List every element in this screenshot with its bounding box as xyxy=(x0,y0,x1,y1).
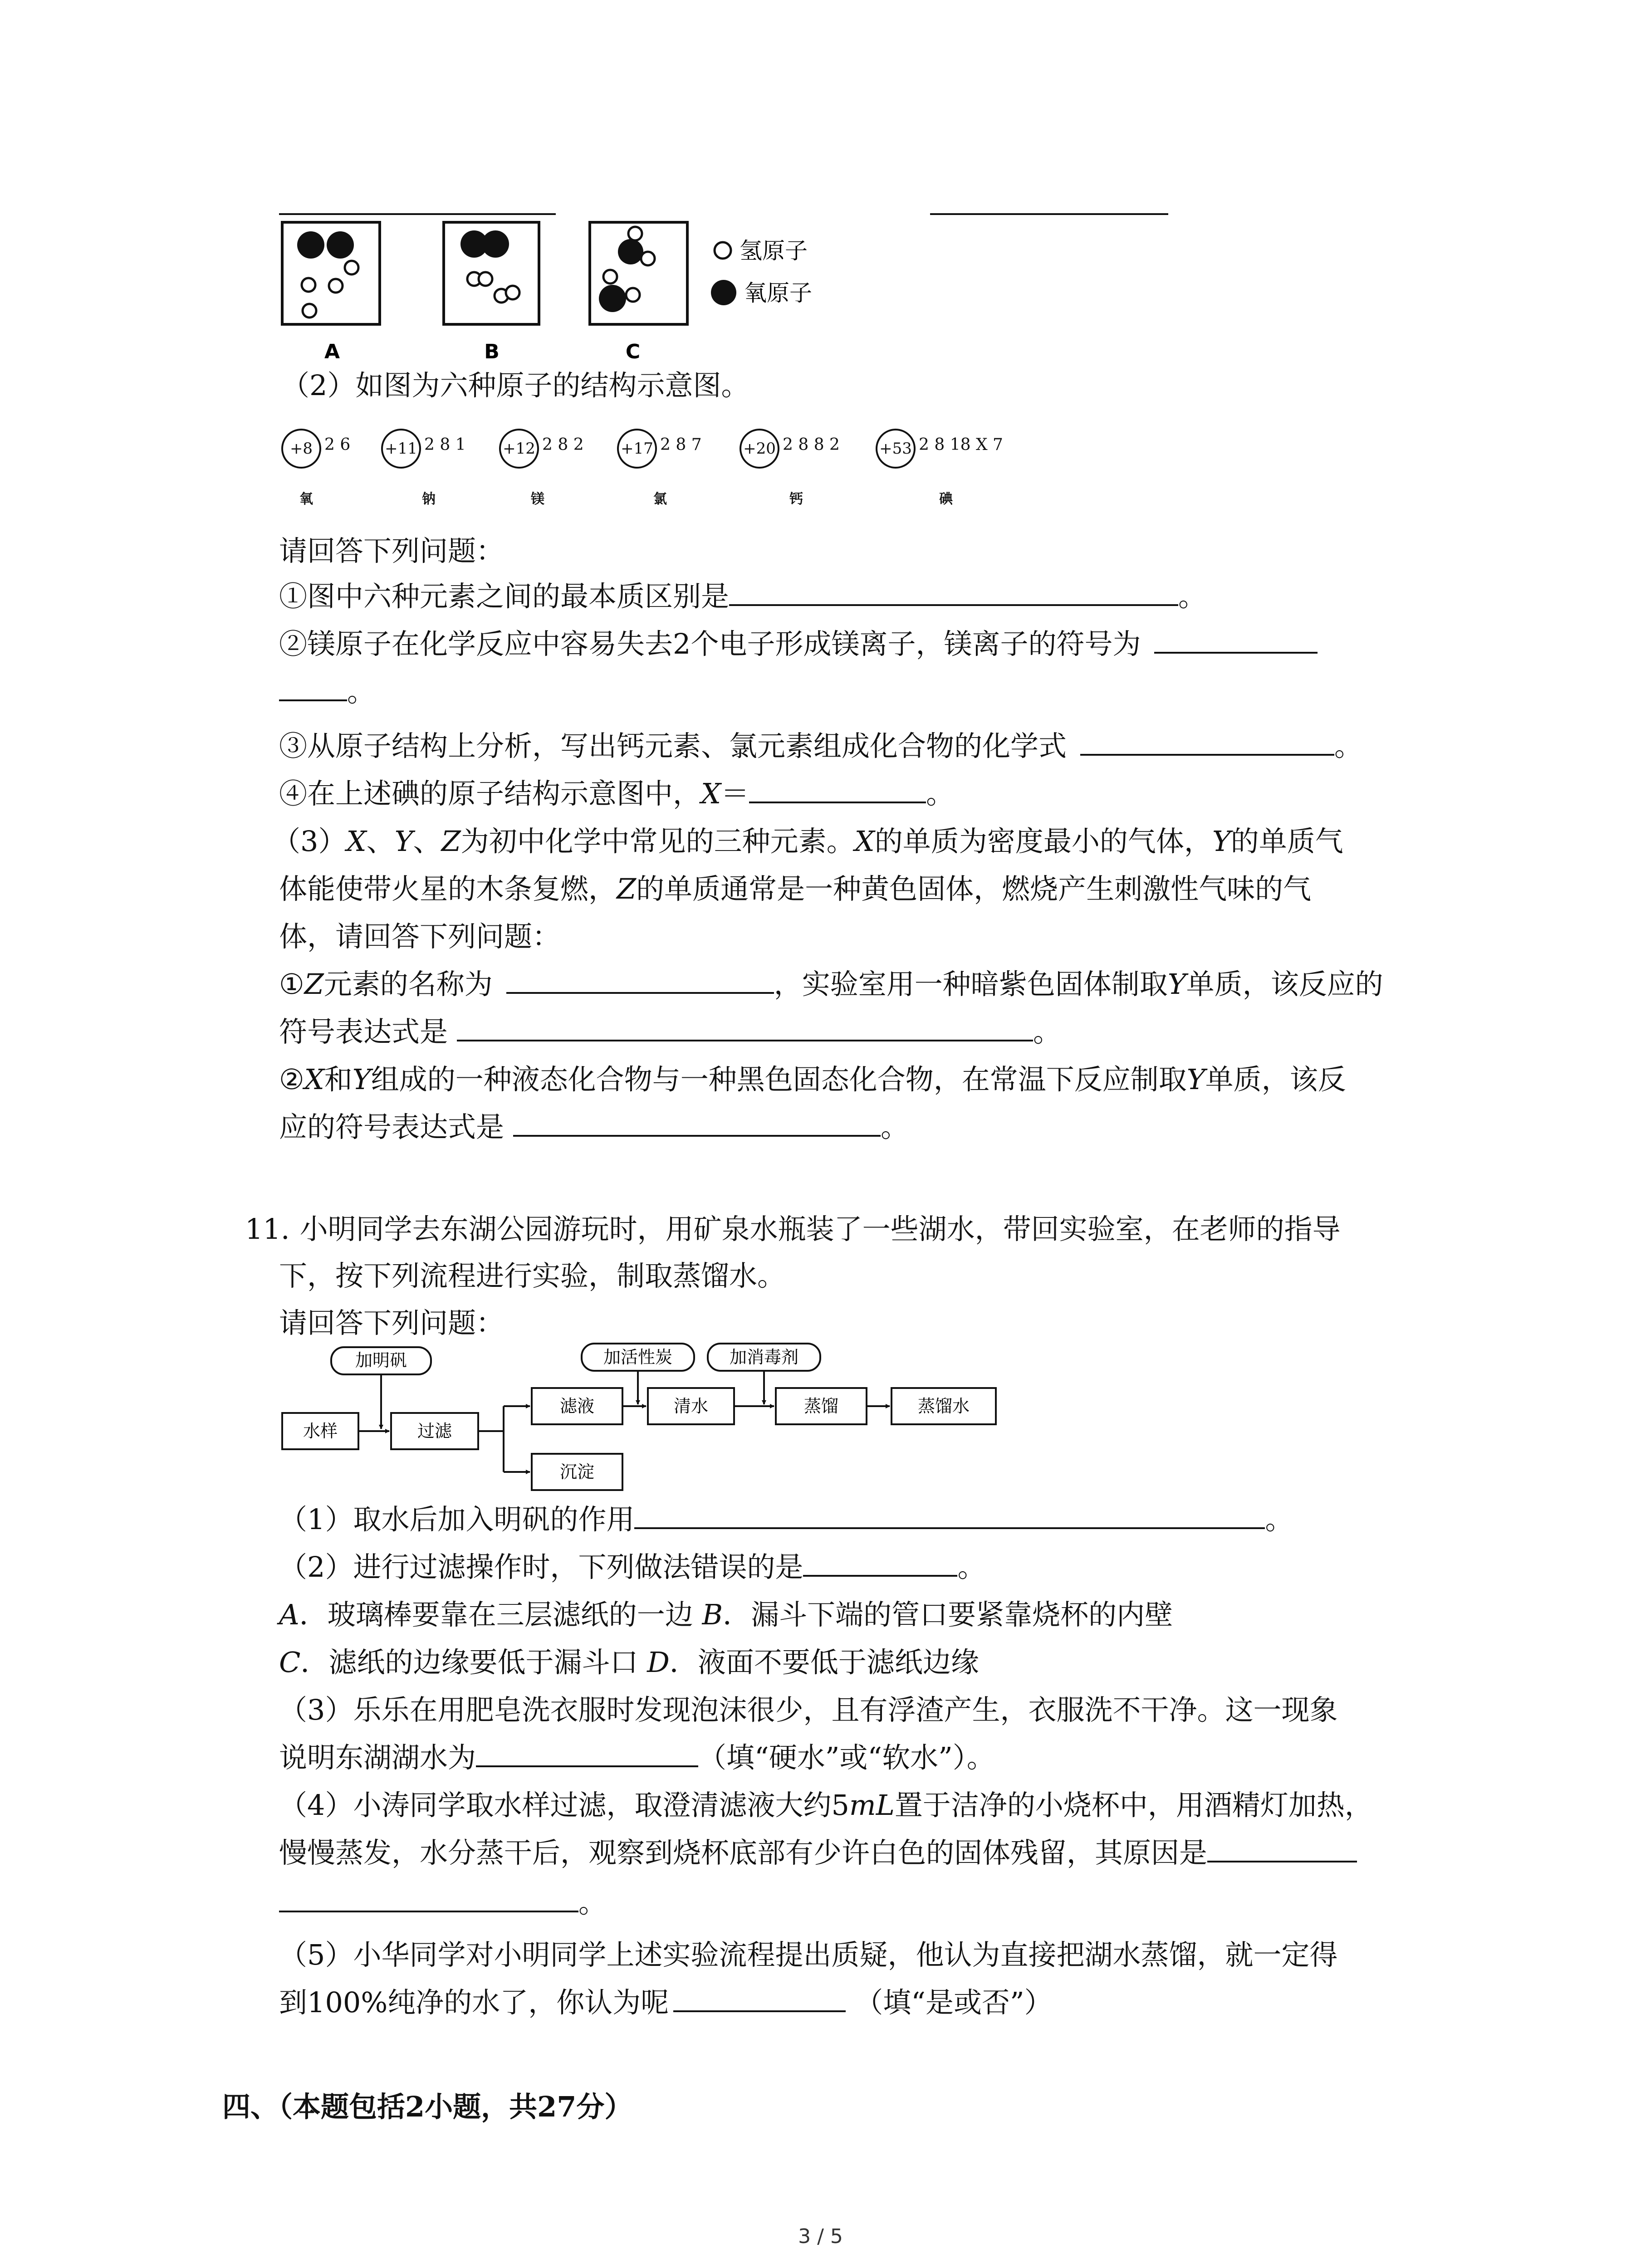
p2-q4: ④在上述碘的原子结构示意图中，X＝ 。 xyxy=(279,773,954,814)
answer-blank[interactable] xyxy=(279,1882,578,1912)
option-label: C xyxy=(279,1646,301,1679)
q11-s2: （2）进行过滤操作时，下列做法错误的是 。 xyxy=(279,1547,985,1588)
figure-label-b: B xyxy=(484,340,500,363)
q11-prompt: 请回答下列问题： xyxy=(279,1306,505,1339)
shell-numbers: 2 8 2 xyxy=(542,435,584,454)
q11-s1: （1）取水后加入明矾的作用 。 xyxy=(279,1499,1293,1540)
q11-s3-line-1: （3）乐乐在用肥皂洗衣服时发现泡沫很少，且有浮渣产生，衣服洗不干净。这一现象 xyxy=(279,1693,1338,1726)
molecule-figure xyxy=(272,218,885,367)
answer-blank[interactable] xyxy=(1207,1833,1357,1862)
atom-name: 氧 xyxy=(299,491,313,507)
q11-options-ab: A．玻璃棒要靠在三层滤纸的一边 B．漏斗下端的管口要紧靠烧杯的内壁 xyxy=(279,1598,1173,1631)
atom-name: 氯 xyxy=(653,491,667,507)
p2-q2-cont: 。 xyxy=(279,671,375,712)
p3-q1: ①Z元素的名称为 ，实验室用一种暗紫色固体制取Y单质，该反应的 xyxy=(279,964,1383,1005)
p2-intro: （2）如图为六种原子的结构示意图。 xyxy=(281,369,749,402)
answer-blank[interactable] xyxy=(803,1547,957,1577)
p2-prompt: 请回答下列问题： xyxy=(279,534,505,567)
q11-s4-line-1: （4）小涛同学取水样过滤，取澄清滤液大约5mL置于洁净的小烧杯中，用酒精灯加热， xyxy=(279,1789,1373,1822)
answer-blank[interactable] xyxy=(1154,624,1318,654)
p3-line-2: 体能使带火星的木条复燃，Z的单质通常是一种黄色固体，燃烧产生刺激性气味的气 xyxy=(279,872,1312,905)
answer-blank xyxy=(279,213,556,215)
flow-chart xyxy=(272,1343,1007,1497)
q11-line-2: 下，按下列流程进行实验，制取蒸馏水。 xyxy=(279,1259,786,1292)
option-label: B xyxy=(702,1598,723,1631)
answer-blank[interactable] xyxy=(506,964,774,994)
legend-hydrogen: 氢原子 xyxy=(740,238,808,264)
p3-line-1: （3）X、Y、Z为初中化学中常见的三种元素。X的单质为密度最小的气体，Y的单质气 xyxy=(272,825,1343,858)
section-heading: 四、（本题包括2小题，共27分） xyxy=(222,2090,633,2123)
flow-distilled-water: 蒸馏水 xyxy=(917,1396,970,1416)
answer-blank[interactable] xyxy=(513,1107,881,1137)
option-label: D xyxy=(647,1646,670,1679)
flow-sediment: 沉淀 xyxy=(559,1462,595,1482)
flow-add-disinfectant: 加消毒剂 xyxy=(729,1347,799,1367)
answer-blank[interactable] xyxy=(749,773,926,803)
shell-numbers: 2 6 xyxy=(324,435,351,454)
legend-oxygen: 氧原子 xyxy=(744,280,812,306)
atom-diagrams xyxy=(281,424,1053,528)
question-number: 11. xyxy=(245,1212,290,1246)
q11-s5-line-2: 到100%纯净的水了，你认为呢 （填“是或否”） xyxy=(279,1982,1053,2023)
flow-add-alum: 加明矾 xyxy=(355,1350,407,1370)
nucleus: +53 xyxy=(876,429,916,469)
atom-name: 钙 xyxy=(789,491,803,507)
atom-name: 镁 xyxy=(531,491,544,507)
p3-q1-cont: 符号表达式是 。 xyxy=(279,1012,1061,1052)
q11-options-cd: C．滤纸的边缘要低于漏斗口 D．液面不要低于滤纸边缘 xyxy=(279,1646,979,1679)
answer-blank[interactable] xyxy=(457,1012,1033,1041)
nucleus: +12 xyxy=(499,429,539,469)
nucleus: +11 xyxy=(381,429,421,469)
flow-sample: 水样 xyxy=(303,1421,338,1441)
answer-blank[interactable] xyxy=(673,1982,846,2012)
p3-q2: ②X和Y组成的一种液态化合物与一种黑色固态化合物，在常温下反应制取Y单质，该反 xyxy=(279,1063,1346,1096)
p2-q1: ①图中六种元素之间的最本质区别是 。 xyxy=(279,576,1206,617)
shell-numbers: 2 8 1 xyxy=(424,435,466,454)
p2-q2: ②镁原子在化学反应中容易失去2个电子形成镁离子，镁离子的符号为 xyxy=(279,624,1318,665)
answer-blank[interactable] xyxy=(476,1737,698,1767)
shell-numbers: 2 8 18 X 7 xyxy=(919,435,1003,454)
q11-s3-line-2: 说明东湖湖水为 （填“硬水”或“软水”）。 xyxy=(279,1737,995,1778)
answer-blank[interactable] xyxy=(279,671,347,701)
shell-numbers: 2 8 8 2 xyxy=(783,435,840,454)
p3-line-3: 体，请回答下列问题： xyxy=(279,920,561,953)
atom-name: 碘 xyxy=(939,491,953,507)
nucleus: +17 xyxy=(617,429,657,469)
atom-name: 钠 xyxy=(422,491,436,507)
answer-blank[interactable] xyxy=(1080,726,1334,756)
nucleus: +20 xyxy=(740,429,779,469)
q11-s4-line-2: 慢慢蒸发，水分蒸干后，观察到烧杯底部有少许白色的固体残留，其原因是 xyxy=(279,1833,1357,1873)
p2-q3: ③从原子结构上分析，写出钙元素、氯元素组成化合物的化学式 。 xyxy=(279,726,1362,767)
flow-filter: 过滤 xyxy=(417,1421,452,1441)
figure-label-a: A xyxy=(324,340,340,363)
q11-s4-line-3: 。 xyxy=(279,1882,607,1923)
flow-add-carbon: 加活性炭 xyxy=(603,1347,673,1367)
q11-s5-line-1: （5）小华同学对小明同学上述实验流程提出质疑，他认为直接把湖水蒸馏，就一定得 xyxy=(279,1938,1338,1971)
q11-line-1: 11. 小明同学去东湖公园游玩时，用矿泉水瓶装了一些湖水，带回实验室，在老师的指导 xyxy=(245,1212,1341,1246)
figure-label-c: C xyxy=(625,340,641,363)
nucleus: +8 xyxy=(281,429,321,469)
option-label: A xyxy=(279,1598,299,1631)
shell-numbers: 2 8 7 xyxy=(660,435,702,454)
flow-clear-water: 清水 xyxy=(673,1396,709,1416)
page-number: 3 / 5 xyxy=(798,2225,843,2248)
answer-blank xyxy=(930,213,1168,215)
flow-distill: 蒸馏 xyxy=(803,1396,839,1416)
p3-q2-cont: 应的符号表达式是 。 xyxy=(279,1107,909,1148)
answer-blank[interactable] xyxy=(729,576,1178,606)
flow-filtrate: 滤液 xyxy=(559,1396,595,1416)
answer-blank[interactable] xyxy=(634,1499,1265,1529)
